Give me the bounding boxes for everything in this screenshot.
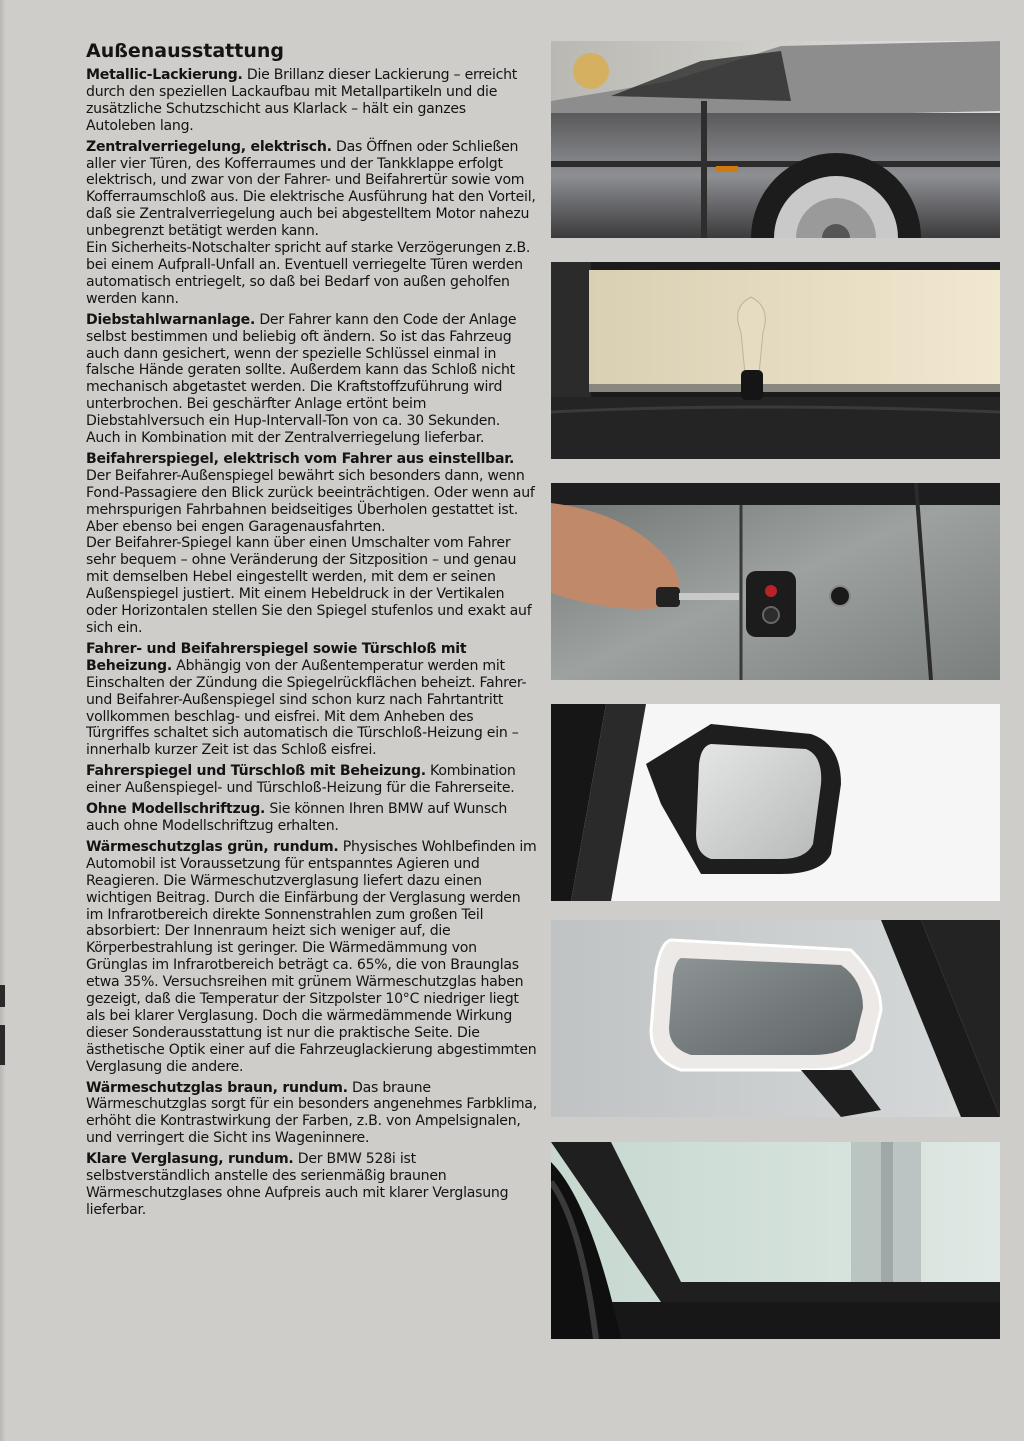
car-side-metallic-icon — [551, 41, 1000, 238]
section-green-glass — [86, 839, 538, 1076]
section-title: Wärmeschutzglas braun, rundum. — [86, 1079, 348, 1096]
photo-heated-mirror — [551, 920, 1000, 1117]
section-no-badge — [86, 801, 538, 835]
section-title: Beifahrerspiegel, elektrisch vom Fahrer aus einstellbar. — [86, 450, 515, 467]
section-text: Physisches Wohlbefinden im Automobil ist Voraussetzung für entspanntes Agieren und Reagieren. Die Wärmeschutzverglasung liefert dazu einen wichtigen Beitrag. Durch die Einfärbung der Verglasung werden im Infrarotbereich direkte Sonnenstrahlen zum großen Teil absorbiert: Der Innenraum heizt sich weniger auf, die Körperbestrahlung ist geringer. Die Wärmedämmung von Grünglas im Infrarotbereich beträgt ca. 65%, die von Braunglas etwa 35%. Versuchsreihen mit grünem Wärmeschutzglas haben gezeigt, daß die Temperatur der Sitzpolster 10°C niedriger liegt als bei klarer Verglasung. Doch die wärmedämmende Wirkung dieser Sonderausstattung ist nur die praktische Seite. Die ästhetische Optik einer auf die Fahrzeuglackierung abgestimmten Verglasung die andere. — [86, 838, 537, 1075]
section-central-locking — [86, 139, 538, 308]
section-metallic-paint — [86, 67, 538, 135]
section-title: Zentralverriegelung, elektrisch. — [86, 138, 332, 155]
section-title: Ohne Modellschriftzug. — [86, 801, 266, 818]
section-text: Das Öffnen oder Schließen aller vier Türen, des Kofferraumes und der Tankklappe erfolgt elektrisch, und zwar von der Fahrer- und Beifahrertür sowie vom Kofferraumschloß aus. Die elektrische Ausführung hat den Vorteil, daß sie Zentralverriegelung auch bei abgestelltem Motor nahezu unbegrenzt betätigt werden kann. — [86, 138, 536, 240]
section-title: Klare Verglasung, rundum. — [86, 1151, 294, 1168]
section-title: Fahrerspiegel und Türschloß mit Beheizung. — [86, 763, 426, 780]
section-title: Fahrer- und Beifahrerspiegel sowie Türschloß mit Beheizung. — [86, 640, 467, 674]
section-title: Wärmeschutzglas grün, rundum. — [86, 838, 339, 855]
section-driver-heated-mirror — [86, 763, 538, 797]
section-text: Die Brillanz dieser Lackierung – erreicht durch den speziellen Lackaufbau mit Metallpartikeln und die zusätzliche Schutzschicht aus Klarlack – hält ein ganzes Autoleben lang. — [86, 67, 518, 134]
section-heated-mirrors-lock — [86, 641, 538, 759]
binder-mark — [0, 985, 5, 1007]
photo-column — [551, 0, 1000, 1441]
frosted-side-mirror-icon — [551, 920, 1000, 1117]
section-title: Diebstahlwarnanlage. — [86, 311, 256, 328]
key-in-door-lock-icon — [551, 483, 1000, 680]
section-text: Der Beifahrer-Außenspiegel bewährt sich besonders dann, wenn Fond-Passagiere den Blick zurück beeinträchtigen. Oder wenn auf mehrspurigen Fahrbahnen beidseitiges Überholen gestattet ist. Aber ebenso bei engen Garagenausfahrten. — [86, 467, 535, 535]
section-text: Abhängig von der Außentemperatur werden mit Einschalten der Zündung die Spiegelrückflächen beheizt. Fahrer- und Beifahrer-Außenspiegel sind schon kurz nach Fahrtantritt vollkommen beschlag- und eisfrei. Mit dem Anheben des Türgriffes schaltet sich automatisch die Türschloß-Heizung ein – innerhalb kurzer Zeit ist das Schloß eisfrei. — [86, 657, 527, 759]
section-text-continued: Ein Sicherheits-Notschalter spricht auf starke Verzögerungen z.B. bei einem Aufprall-Unfall an. Eventuell verriegelte Türen werden automatisch entriegelt, so daß bei Bedarf von außen geholfen werden kann. — [86, 240, 531, 307]
page-heading: Außenausstattung — [86, 40, 284, 62]
section-alarm-system — [86, 312, 538, 447]
photo-green-glass — [551, 1142, 1000, 1339]
section-text: Kombination einer Außenspiegel- und Türschloß-Heizung für die Fahrerseite. — [86, 763, 516, 797]
section-clear-glass — [86, 1151, 538, 1219]
section-text: Sie können Ihren BMW auf Wunsch auch ohne Modellschriftzug erhalten. — [86, 801, 508, 834]
door-lock-knob-icon — [551, 262, 1000, 459]
tinted-window-icon — [551, 1142, 1000, 1339]
photo-passenger-mirror — [551, 704, 1000, 901]
section-brown-glass — [86, 1080, 538, 1148]
text-column — [86, 40, 538, 1223]
section-text: Der BMW 528i ist selbstverständlich anstelle des serienmäßig braunen Wärmeschutzglases ohne Aufpreis auch mit klarer Verglasung lieferbar. — [86, 1151, 509, 1218]
page-edge — [0, 0, 6, 1441]
section-title: Metallic-Lackierung. — [86, 67, 243, 83]
side-mirror-icon — [551, 704, 1000, 901]
section-text: Der Fahrer kann den Code der Anlage selbst bestimmen und beliebig oft ändern. So ist das Fahrzeug auch dann gesichert, wenn der spezielle Schlüssel einmal in falsche Hände geraten sollte. Außerdem kann das Schloß nicht mechanisch abgetastet werden. Die Kraftstoffzuführung wird unterbrochen. Bei geschärfter Anlage ertönt beim Diebstahlversuch ein Hup-Intervall-Ton von ca. 30 Sekunden. Auch in Kombination mit der Zentralverriegelung lieferbar. — [86, 311, 517, 447]
section-text: Das braune Wärmeschutzglas sorgt für ein besonders angenehmes Farbklima, erhöht die Kontrastwirkung der Farben, z.B. von Ampelsignalen, und verringert die Sicht ins Wageninnere. — [86, 1079, 537, 1147]
binder-mark — [0, 1025, 5, 1065]
photo-alarm-system — [551, 483, 1000, 680]
photo-central-locking — [551, 262, 1000, 459]
section-passenger-mirror — [86, 451, 538, 637]
section-text-continued: Der Beifahrer-Spiegel kann über einen Umschalter vom Fahrer sehr bequem – ohne Veränderung der Sitzposition – und genau mit demselben Hebel eingestellt werden, mit dem er seinen Außenspiegel justiert. Mit einem Hebeldruck in der Vertikalen oder Horizontalen stellen Sie den Spiegel stufenlos und exakt auf sich ein. — [86, 535, 532, 636]
photo-metallic-paint — [551, 41, 1000, 238]
